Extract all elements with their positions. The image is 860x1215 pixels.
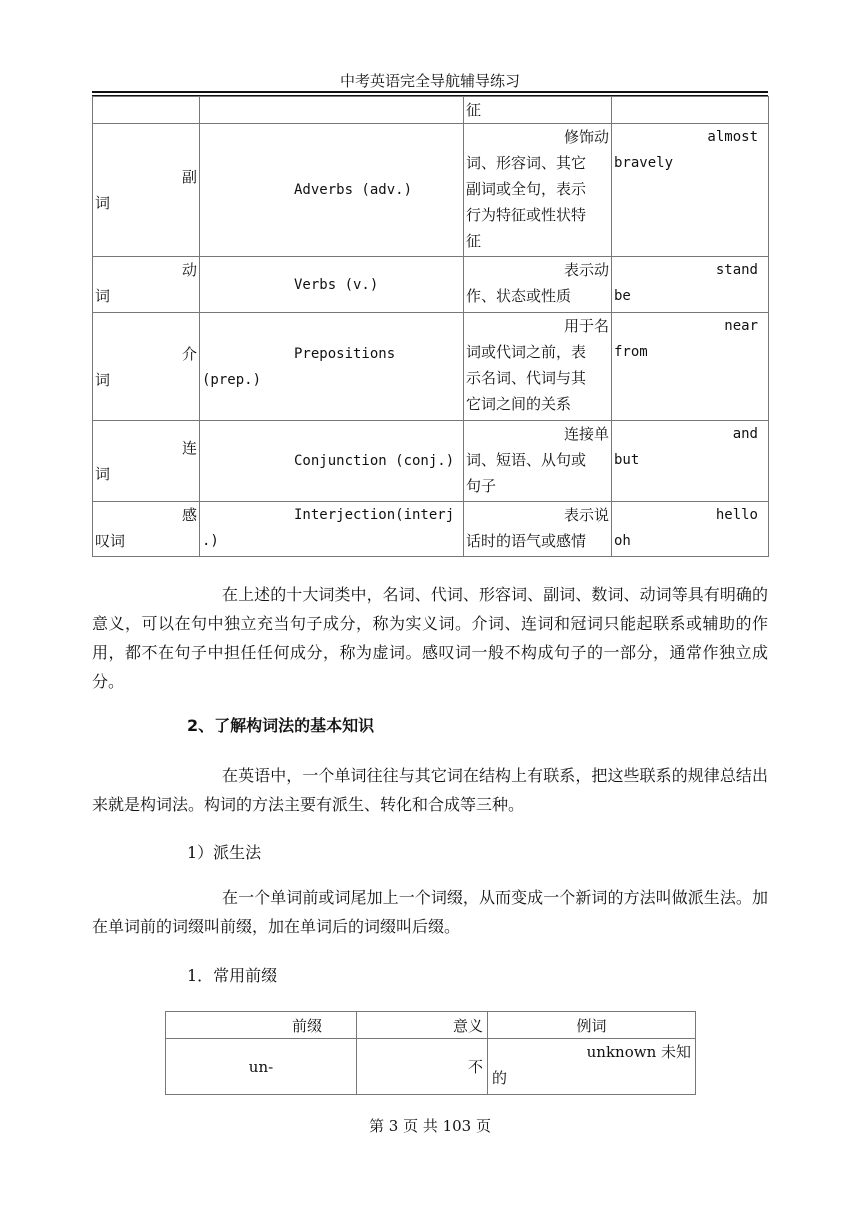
example-word: hello [715, 507, 758, 523]
pos-chinese-name: 感 [181, 506, 197, 524]
example-word: bravely [614, 155, 674, 171]
table-row: un- 不 unknown 未知 的 [166, 1039, 696, 1095]
pos-english-name: Verbs (v.) [294, 276, 379, 293]
pos-english-name: Prepositions [294, 345, 396, 362]
pos-english-name: Conjunction (conj.) [294, 453, 455, 469]
subheading: 1．常用前缀 [187, 966, 278, 985]
table-row [93, 97, 769, 124]
example-word: near [724, 318, 758, 334]
pos-chinese-name: 动 [181, 261, 197, 279]
description-cell: 表示说 [563, 506, 609, 524]
body-paragraph: 在上述的十大词类中，名词、代词、形容词、副词、数词、动词等具有明确的意义，可以在句中独立充当句子成分，称为实义词。介词、连词和冠词只能起联系或辅助的作用，都不在句子中担任任何成分，称为虚词。感叹词一般不构成句子的一部分，通常作独立成分。 [92, 585, 768, 691]
table-row: 连 词 Conjunction (conj.) 连接单 词、短语、从句或 句子 and but [93, 421, 769, 502]
body-paragraph: 在一个单词前或词尾加上一个词缀，从而变成一个新词的方法叫做派生法。加在单词前的词缀叫前缀，加在单词后的词缀叫后缀。 [92, 888, 768, 936]
description-cell: 用于名 [563, 317, 609, 335]
table-row: 感 叹词 Interjection(interj .) 表示说 话时的语气或感情 hello oh [93, 502, 769, 557]
page-number: 第 3 页 共 103 页 [368, 1117, 491, 1135]
table-row: 动 词 Verbs (v.) 表示动 作、状态或性质 stand be [93, 257, 769, 313]
example-word: almost [707, 129, 758, 145]
table-row: 副 词 Adverbs (adv.) 修饰动 词、形容词、其它 副词或全句，表示 行为特征或性状特 征 almost bravely [93, 124, 769, 257]
prefix-table [165, 1011, 696, 1095]
pos-english-name: Interjection(interj [294, 507, 455, 523]
header-rule [92, 91, 768, 93]
pos-english-abbr: .) [202, 533, 219, 549]
meaning-cell: 不 [467, 1058, 483, 1076]
section-heading: 2、了解构词法的基本知识 [187, 716, 375, 735]
prefix-cell: un- [248, 1057, 274, 1076]
pos-chinese-name: 叹词 [95, 532, 126, 550]
pos-chinese-name: 词 [95, 465, 111, 483]
pos-chinese-name: 连 [181, 439, 197, 457]
example-word: and [732, 426, 758, 442]
body-paragraph: 在英语中，一个单词往往与其它词在结构上有联系，把这些联系的规律总结出来就是构词法。构词的方法主要有派生、转化和合成等三种。 [92, 766, 768, 814]
description-cell: 修饰动 [563, 128, 609, 146]
description-cell: 征 [466, 101, 482, 119]
pos-chinese-name: 词 [95, 370, 111, 389]
column-header: 例词 [576, 1016, 607, 1035]
column-header: 意义 [452, 1016, 483, 1035]
pos-chinese-name: 副 [181, 168, 197, 186]
pos-english-abbr: (prep.) [202, 371, 262, 388]
description-cell: 连接单 [563, 425, 609, 443]
table-row: 介 词 Prepositions (prep.) 用于名 词或代词之前，表 示名词、代词与其 它词之间的关系 near from [93, 313, 769, 421]
description-cell: 表示动 [563, 261, 609, 279]
column-header: 前缀 [291, 1016, 322, 1035]
pos-english-name: Adverbs (adv.) [294, 182, 413, 198]
example-word: oh [614, 533, 631, 549]
example-word: from [614, 344, 648, 360]
pos-chinese-name: 介 [181, 344, 197, 363]
subheading: 1）派生法 [187, 843, 262, 862]
example-word: stand [715, 262, 758, 278]
parts-of-speech-table [92, 96, 769, 557]
pos-chinese-name: 词 [95, 287, 111, 305]
page-header-title: 中考英语完全导航辅导练习 [339, 72, 520, 90]
pos-chinese-name: 词 [95, 194, 111, 212]
example-word: be [614, 288, 631, 304]
example-cell: unknown 未知 [586, 1043, 691, 1061]
example-word: but [614, 452, 640, 468]
table-header-row [166, 1012, 696, 1039]
